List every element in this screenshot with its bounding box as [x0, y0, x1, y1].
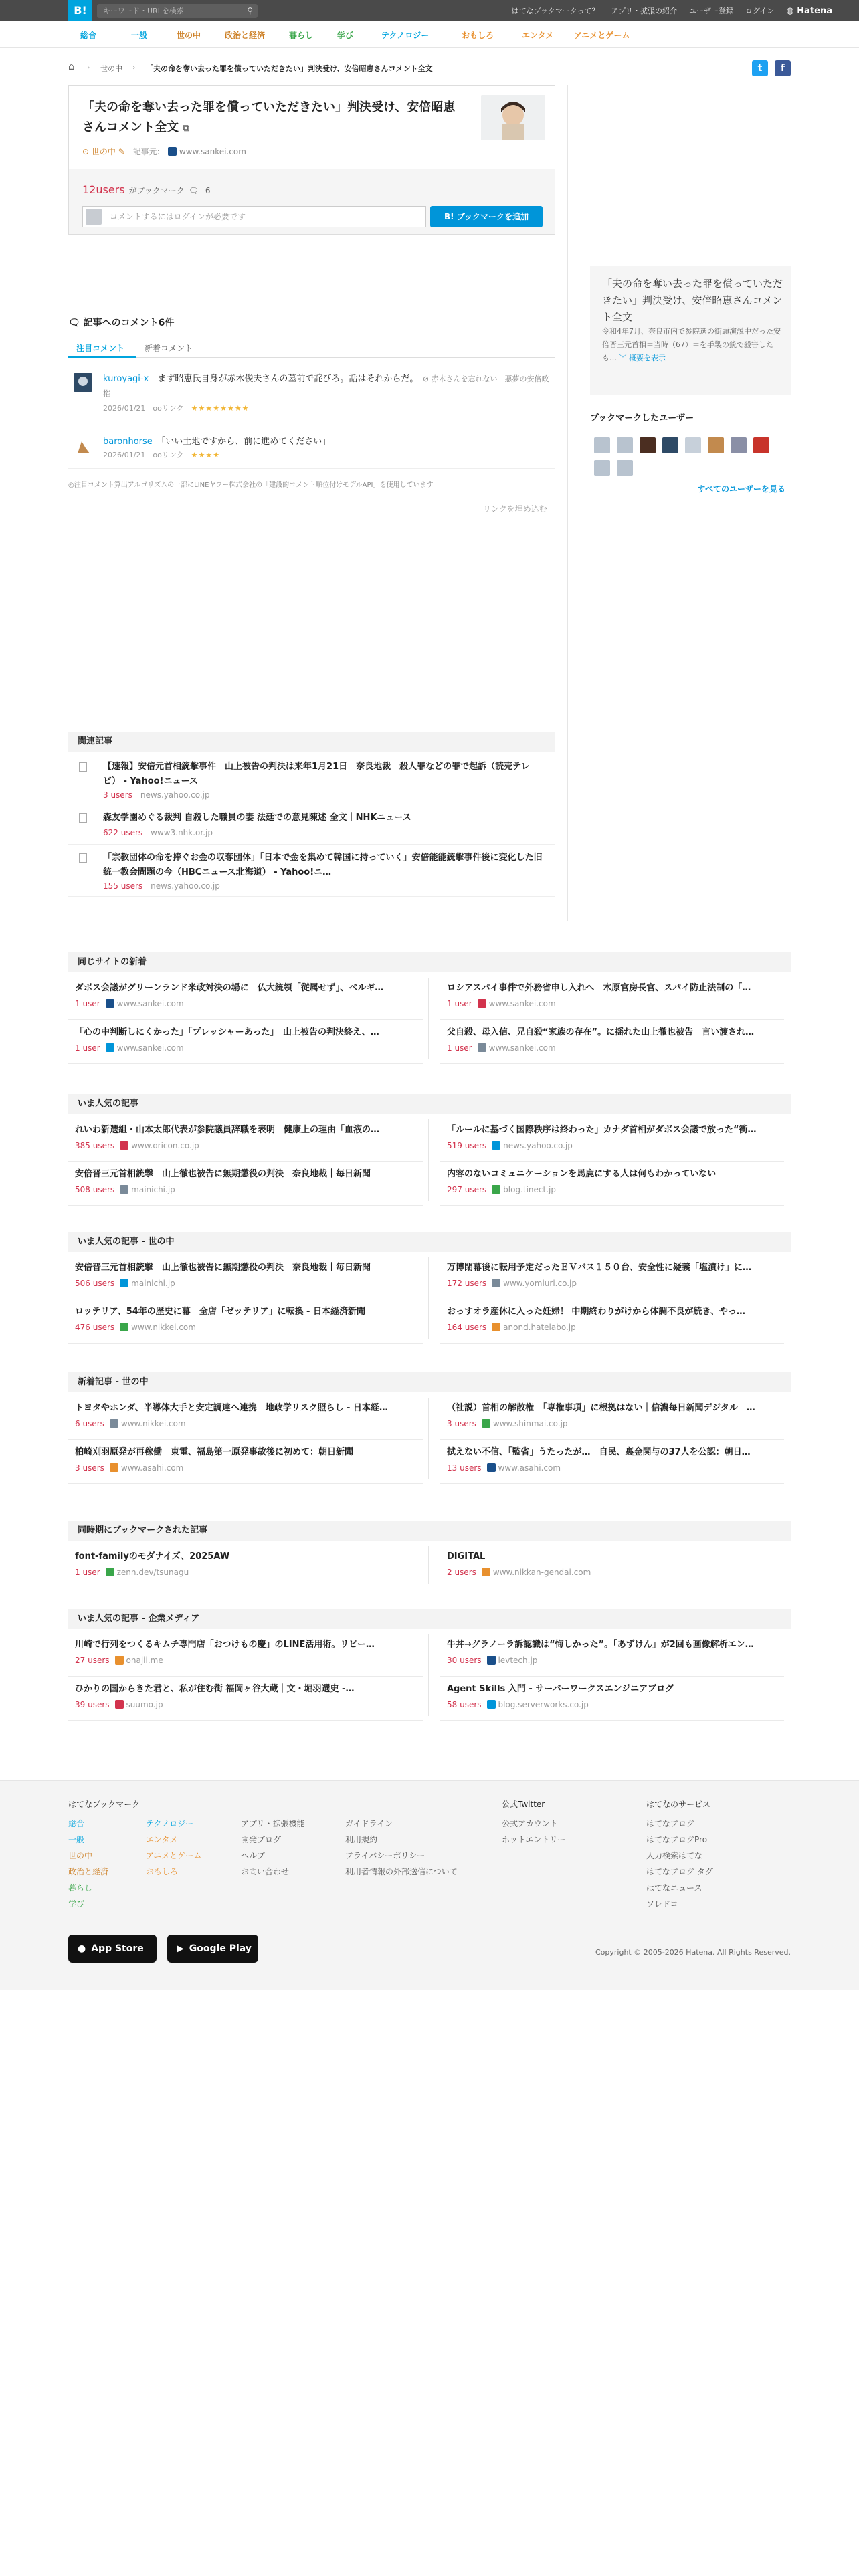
category-fun[interactable]: おもしろ: [462, 31, 494, 40]
site-favicon-icon: [492, 1185, 500, 1194]
related-item: [68, 811, 555, 844]
footer-link[interactable]: 世の中: [68, 1851, 93, 1860]
article-domain[interactable]: anond.hatelabo.jp: [503, 1323, 576, 1332]
divider: [440, 1720, 784, 1721]
hatena-icon: ◍: [786, 5, 797, 16]
site-favicon-icon: [120, 1279, 128, 1287]
related-users[interactable]: 622 users: [103, 828, 143, 837]
article-domain[interactable]: www.shinmai.co.jp: [492, 1419, 568, 1428]
footer-link[interactable]: アプリ・拡張機能: [241, 1819, 305, 1828]
search-icon[interactable]: ⚲: [247, 6, 253, 15]
article-item: [447, 1550, 808, 1577]
article-title[interactable]: ロッテリア、54年の歴史に幕 全店「ゼッテリア」に転換 - 日本経済新聞: [75, 1307, 365, 1317]
avatar[interactable]: [74, 436, 92, 455]
article-domain[interactable]: mainichi.jp: [131, 1279, 175, 1288]
footer-link[interactable]: 総合: [68, 1819, 85, 1828]
article-title[interactable]: ロシアスパイ事件で外務省申し入れへ 木原官房長官、スパイ防止法制の「…: [447, 983, 751, 993]
article-users[interactable]: 1 user: [75, 1043, 100, 1053]
article-title[interactable]: 父自殺、母入信、兄自殺“家族の存在”。に揺れた山上徹也被告 言い渡され…: [447, 1027, 755, 1037]
article-title[interactable]: 牛丼→グラノーラ訴認識は“悔しかった”。「あずけん」が2回も画像解析エン…: [447, 1640, 754, 1650]
login-link[interactable]: ログイン: [745, 7, 775, 15]
article-domain[interactable]: www.nikkan-gendai.com: [492, 1568, 591, 1577]
category-it[interactable]: テクノロジー: [381, 31, 430, 40]
footer-col4: [345, 1816, 458, 1880]
document-icon: [79, 762, 87, 772]
article-domain[interactable]: www.oricon.co.jp: [131, 1141, 199, 1150]
footer-link[interactable]: ガイドライン: [345, 1819, 393, 1828]
article-item: [447, 1305, 808, 1332]
site-favicon-icon: [487, 1463, 496, 1472]
article-title[interactable]: ひかりの国からきた君と、私が住む街 福岡ヶ谷大蔵｜文・堀羽選史 -…: [75, 1684, 355, 1694]
article-domain[interactable]: zenn.dev/tsunagu: [116, 1568, 189, 1577]
article-users[interactable]: 2 users: [447, 1568, 476, 1577]
category-general[interactable]: 一般: [131, 31, 148, 40]
apple-icon: ●: [78, 1943, 86, 1954]
breadcrumb-title: 「夫の命を奪い去った罪を償っていただきたい」判決受け、安倍昭恵さんコメント全文: [146, 64, 433, 73]
related-domain[interactable]: www3.nhk.or.jp: [151, 828, 213, 837]
article-title[interactable]: 柏崎刈羽原発が再稼働 東電、福島第一原発事故後に初めて：朝日新聞: [75, 1447, 354, 1457]
category-life[interactable]: 暮らし: [289, 31, 314, 40]
app-store-button[interactable]: ● App Store: [68, 1935, 157, 1963]
footer-link[interactable]: はてなブログ タグ: [646, 1867, 713, 1876]
comment-user[interactable]: baronhorse: [103, 437, 153, 447]
site-favicon-icon: [120, 1323, 128, 1331]
footer-link[interactable]: 利用者情報の外部送信について: [345, 1867, 458, 1876]
footer-twitter-links: [502, 1816, 566, 1848]
category-entertainment[interactable]: エンタメ: [522, 31, 554, 40]
avatar[interactable]: [594, 437, 610, 453]
footer: [0, 1780, 859, 1990]
site-favicon-icon: [492, 1279, 500, 1287]
article-item: [75, 1123, 436, 1150]
hatena-logo[interactable]: ◍ Hatena: [786, 5, 832, 16]
category-nav: [0, 21, 859, 48]
footer-services: [646, 1816, 713, 1912]
article-users[interactable]: 58 users: [447, 1700, 482, 1709]
footer-link[interactable]: はてなブログPro: [646, 1835, 708, 1844]
tab-new-comments[interactable]: 新着コメント: [145, 344, 193, 353]
related-users[interactable]: 3 users: [103, 790, 132, 800]
article-title[interactable]: Agent Skills 入門 - サーバーワークスエンジニアブログ: [447, 1684, 674, 1694]
edit-icon[interactable]: ✎: [118, 147, 125, 156]
article-users[interactable]: 519 users: [447, 1141, 487, 1150]
category-social[interactable]: 世の中: [177, 31, 201, 40]
section-header: いま人気の記事: [68, 1094, 791, 1114]
divider: [68, 1161, 423, 1162]
site-favicon-icon: [482, 1419, 490, 1428]
article-item: [75, 1638, 436, 1665]
article-users[interactable]: 13 users: [447, 1463, 482, 1473]
article-domain[interactable]: www.sankei.com: [488, 1043, 556, 1053]
entry-source[interactable]: www.sankei.com: [168, 147, 246, 156]
footer-link[interactable]: お問い合わせ: [241, 1867, 290, 1876]
comment-icon: 🗨: [188, 186, 201, 195]
footer-services-header: はてなのサービス: [646, 1800, 711, 1809]
footer-link[interactable]: ソレドコ: [646, 1899, 678, 1909]
article-title[interactable]: れいわ新選組・山本太郎代表が参院議員辞職を表明 健康上の理由「血液の…: [75, 1125, 380, 1135]
article-item: [447, 1638, 808, 1665]
all-users-link[interactable]: すべてのユーザーを見る: [697, 484, 785, 494]
algorithm-note: ◎注目コメント算出アルゴリズムの一部にLINEヤフー株式会社の「建設的コメント順位付けモデルAPI」を使用しています: [68, 481, 434, 489]
column-divider: [567, 85, 568, 921]
footer-link[interactable]: テクノロジー: [146, 1819, 194, 1828]
site-favicon-icon: [115, 1700, 124, 1709]
article-item: [75, 1261, 436, 1288]
section-header: 同時期にブックマークされた記事: [68, 1521, 791, 1541]
avatar[interactable]: [617, 460, 633, 476]
article-item: [447, 1402, 808, 1428]
comment-tags[interactable]: ⊘ 赤木さんを忘れない 悪夢の安倍政権: [103, 374, 549, 398]
comment-meta: 2026/01/21 ooリンク ★★★★: [103, 451, 221, 459]
article-item: [447, 982, 808, 1008]
related-item: [68, 760, 555, 804]
article-domain[interactable]: mainichi.jp: [131, 1185, 175, 1194]
article-users[interactable]: 27 users: [75, 1656, 110, 1665]
entry-category[interactable]: ⊙ 世の中 ✎: [82, 147, 125, 156]
related-header: 関連記事: [68, 732, 555, 752]
article-title[interactable]: 川崎で行列をつくるキムチ専門店「おつけもの慶」のLINE活用術。リピー…: [75, 1640, 375, 1650]
divider: [68, 1676, 423, 1677]
copyright: Copyright © 2005-2026 Hatena. All Rights Reserved.: [595, 1948, 791, 1957]
related-item: [68, 851, 555, 895]
article-item: [75, 1168, 436, 1194]
article-users[interactable]: 1 user: [75, 1568, 100, 1577]
footer-link[interactable]: はてなニュース: [646, 1883, 702, 1893]
divider: [440, 1676, 784, 1677]
section-header: いま人気の記事 - 企業メディア: [68, 1609, 791, 1629]
site-favicon-icon: [115, 1656, 124, 1665]
site-favicon-icon: [492, 1323, 500, 1331]
article-domain[interactable]: www.sankei.com: [116, 999, 184, 1008]
site-favicon-icon: [120, 1141, 128, 1150]
divider: [68, 1483, 423, 1484]
comment-input[interactable]: コメントするにはログインが必要です: [82, 206, 426, 227]
avatar[interactable]: [594, 460, 610, 476]
divider: [440, 1483, 784, 1484]
divider: [440, 1161, 784, 1162]
section-header: いま人気の記事 - 世の中: [68, 1232, 791, 1252]
chevron-right-icon: ›: [87, 63, 90, 72]
site-favicon-icon: [487, 1656, 496, 1665]
article-users[interactable]: 1 user: [75, 999, 100, 1008]
site-favicon-icon: [106, 1043, 114, 1052]
section-header: 同じサイトの新着: [68, 952, 791, 972]
tab-popular-comments[interactable]: 注目コメント: [76, 344, 125, 353]
avatar[interactable]: [685, 437, 701, 453]
category-knowledge[interactable]: 学び: [337, 31, 354, 40]
article-item: [75, 1683, 436, 1709]
article-domain[interactable]: www.asahi.com: [498, 1463, 561, 1473]
comment-user[interactable]: kuroyagi-x: [103, 374, 149, 384]
star-icon[interactable]: ★★★★★★★★: [191, 404, 250, 413]
divider: [68, 357, 555, 358]
embed-link-button[interactable]: リンクを埋め込む: [483, 504, 547, 514]
divider: [68, 1439, 423, 1440]
sidebar-description: 令和4年7月、奈良市内で参院選の街頭演説中だった安倍晋三元首相＝当時（67）＝を手製の銃で殺害した も… ﹀ 概要を表示: [602, 327, 781, 362]
article-title[interactable]: 万博閉幕後に転用予定だったＥＶバス１５０台、安全性に疑義「塩漬け」に…: [447, 1263, 752, 1273]
footer-link[interactable]: 暮らし: [68, 1883, 93, 1893]
comment-item: [68, 432, 555, 479]
article-domain[interactable]: onajii.me: [126, 1656, 163, 1665]
article-users[interactable]: 297 users: [447, 1185, 487, 1194]
external-link-icon[interactable]: ⧉: [183, 123, 190, 134]
footer-link[interactable]: アニメとゲーム: [146, 1851, 202, 1860]
entry-title[interactable]: 「夫の命を奪い去った罪を償っていただきたい」判決受け、安倍昭恵さんコメント全文 ⧉: [82, 100, 456, 134]
comments-header: 🗨 記事へのコメント6件: [68, 318, 175, 328]
site-favicon-icon: [487, 1700, 496, 1709]
apps-link[interactable]: アプリ・拡張の紹介: [611, 7, 677, 15]
article-title[interactable]: おっすオラ産休に入った妊婦！ 中期終わりがけから体調不良が続き、やっ…: [447, 1307, 745, 1317]
avatar[interactable]: [731, 437, 747, 453]
article-domain[interactable]: www.sankei.com: [116, 1043, 184, 1053]
register-link[interactable]: ユーザー登録: [688, 7, 733, 15]
bookmark-users-header: ブックマークしたユーザー: [590, 413, 694, 423]
comment-meta: 2026/01/21 ooリンク ★★★★★★★★: [103, 404, 250, 413]
sidebar-title[interactable]: 「夫の命を奪い去った罪を償っていただきたい」判決受け、安倍昭恵さんコメント全文: [602, 278, 783, 323]
divider: [68, 1343, 423, 1344]
divider: [440, 1439, 784, 1440]
related-domain[interactable]: news.yahoo.co.jp: [151, 881, 220, 891]
article-title[interactable]: 安倍晋三元首相銃撃 山上徹也被告に無期懲役の判決 奈良地裁｜毎日新聞: [75, 1263, 371, 1273]
footer-link[interactable]: ヘルプ: [241, 1851, 266, 1860]
footer-link[interactable]: はてなブログ: [646, 1819, 695, 1828]
site-favicon-icon: [110, 1463, 118, 1472]
divider: [68, 1205, 423, 1206]
article-domain[interactable]: news.yahoo.co.jp: [503, 1141, 573, 1150]
article-title[interactable]: font-familyのモダナイズ、2025AW: [75, 1551, 230, 1562]
entry-thumbnail[interactable]: [481, 95, 545, 140]
article-item: [75, 1402, 436, 1428]
article-users[interactable]: 6 users: [75, 1419, 104, 1428]
footer-link[interactable]: 人力検索はてな: [646, 1851, 703, 1860]
footer-twitter-header: 公式Twitter: [502, 1800, 545, 1809]
article-users[interactable]: 506 users: [75, 1279, 115, 1288]
article-domain[interactable]: www.yomiuri.co.jp: [503, 1279, 577, 1288]
avatar[interactable]: [617, 437, 633, 453]
divider: [68, 844, 555, 845]
article-title[interactable]: 拭えない不信、「監省」うたったが… 自民、裏金関与の37人を公認：朝日…: [447, 1447, 751, 1457]
divider: [440, 1343, 784, 1344]
article-users[interactable]: 30 users: [447, 1656, 482, 1665]
active-tab-indicator: [68, 356, 136, 358]
category-economics[interactable]: 政治と経済: [225, 31, 266, 40]
bookmark-section: [69, 169, 555, 234]
chevron-right-icon: ›: [132, 63, 136, 72]
site-favicon-icon: [492, 1141, 500, 1150]
avatar[interactable]: [74, 373, 92, 392]
add-bookmark-button[interactable]: B! ブックマークを追加: [430, 206, 543, 227]
site-favicon-icon: [482, 1568, 490, 1576]
document-icon: [79, 853, 87, 863]
entry-box: [68, 85, 555, 235]
article-title[interactable]: トヨタやホンダ、半導体大手と安定調達へ連携 地政学リスク照らし - 日本経…: [75, 1403, 388, 1413]
footer-link[interactable]: 公式アカウント: [502, 1819, 558, 1828]
show-summary-link[interactable]: ﹀ 概要を表示: [619, 354, 666, 362]
document-icon: [79, 813, 87, 823]
sankei-favicon: [168, 147, 177, 156]
footer-link[interactable]: 開発ブログ: [241, 1835, 282, 1844]
search-placeholder: キーワード・URLを検索: [103, 7, 184, 15]
article-title[interactable]: 「ルールに基づく国際秩序は終わった」カナダ首相がダボス会議で放った“衝…: [447, 1125, 757, 1135]
footer-link[interactable]: ホットエントリー: [502, 1835, 566, 1844]
category-all[interactable]: 総合: [80, 31, 97, 40]
article-users[interactable]: 3 users: [447, 1419, 476, 1428]
footer-link[interactable]: 政治と経済: [68, 1867, 109, 1876]
divider: [68, 1063, 423, 1064]
article-users[interactable]: 164 users: [447, 1323, 487, 1332]
site-favicon-icon: [106, 1568, 114, 1576]
site-favicon-icon: [106, 999, 114, 1008]
about-link[interactable]: はてなブックマークって？: [511, 7, 599, 15]
hatena-bookmark-logo[interactable]: B!: [68, 0, 92, 21]
avatar: [86, 209, 102, 225]
site-favicon-icon: [478, 999, 486, 1008]
divider: [68, 1019, 423, 1020]
search-input[interactable]: [97, 4, 258, 18]
article-item: [447, 1446, 808, 1473]
article-title[interactable]: 「心の中判断しにくかった」「プレッシャーあった」 山上被告の判決終え、…: [75, 1027, 379, 1037]
footer-link[interactable]: 利用規約: [345, 1835, 378, 1844]
home-icon[interactable]: ⌂: [68, 60, 75, 72]
source-label: 記事元:: [132, 147, 160, 156]
site-favicon-icon: [478, 1043, 486, 1052]
avatar[interactable]: [753, 437, 769, 453]
comment-text: まず昭恵氏自身が赤木俊夫さんの墓前で詫びろ。話はそれからだ。: [157, 374, 414, 384]
article-item: [447, 1168, 808, 1194]
related-title[interactable]: 【速報】安倍元首相銃撃事件 山上被告の判決は来年1月21日 奈良地裁 殺人罪などの罪で起訴（読売テレビ） - Yahoo!ニュース: [103, 762, 530, 786]
play-icon: ▶: [177, 1943, 184, 1954]
breadcrumb: [68, 60, 791, 75]
article-users[interactable]: 172 users: [447, 1279, 487, 1288]
article-domain[interactable]: levtech.jp: [498, 1656, 538, 1665]
comment-text: 「いい土地ですから、前に進めてください」: [161, 437, 331, 447]
footer-link[interactable]: プライバシーポリシー: [345, 1851, 425, 1860]
footer-link[interactable]: 一般: [68, 1835, 85, 1844]
avatar[interactable]: [640, 437, 656, 453]
article-domain[interactable]: www.sankei.com: [488, 999, 556, 1008]
divider: [440, 1205, 784, 1206]
article-users[interactable]: 385 users: [75, 1141, 115, 1150]
article-users[interactable]: 3 users: [75, 1463, 104, 1473]
footer-col3: [241, 1816, 305, 1880]
article-users[interactable]: 508 users: [75, 1185, 115, 1194]
footer-link[interactable]: おもしろ: [146, 1867, 179, 1876]
footer-link[interactable]: エンタメ: [146, 1835, 178, 1844]
article-domain[interactable]: blog.serverworks.co.jp: [498, 1700, 589, 1709]
article-domain[interactable]: www.asahi.com: [120, 1463, 184, 1473]
divider: [440, 1019, 784, 1020]
divider: [68, 1720, 423, 1721]
tag-icon: ⊙: [82, 147, 92, 156]
article-users[interactable]: 1 user: [447, 1043, 472, 1053]
breadcrumb-category[interactable]: 世の中: [100, 64, 122, 73]
article-users[interactable]: 39 users: [75, 1700, 110, 1709]
star-icon[interactable]: ★★★★: [191, 451, 221, 459]
divider: [440, 1063, 784, 1064]
related-domain[interactable]: news.yahoo.co.jp: [140, 790, 210, 800]
article-domain[interactable]: suumo.jp: [126, 1700, 163, 1709]
article-users[interactable]: 1 user: [447, 999, 472, 1008]
article-item: [75, 1305, 436, 1332]
comment-icon: 🗨: [68, 318, 84, 328]
tag-icon: ⊘: [422, 374, 432, 383]
category-game[interactable]: アニメとゲーム: [574, 31, 630, 40]
article-title[interactable]: 安倍晋三元首相銃撃 山上徹也被告に無期懲役の判決 奈良地裁｜毎日新聞: [75, 1169, 371, 1179]
avatar[interactable]: [708, 437, 724, 453]
divider: [68, 896, 555, 897]
article-title[interactable]: 内容のないコミュニケーションを馬鹿にする人は何もわかっていない: [447, 1169, 717, 1179]
article-domain[interactable]: blog.tinect.jp: [503, 1185, 556, 1194]
article-domain[interactable]: www.nikkei.com: [120, 1419, 186, 1428]
article-title[interactable]: （社説）首相の解散権 「専権事項」に根拠はない｜信濃每日新聞デジタル …: [447, 1403, 755, 1413]
avatar[interactable]: [662, 437, 678, 453]
related-users[interactable]: 155 users: [103, 881, 143, 891]
article-item: [447, 1683, 808, 1709]
comment-item: [68, 369, 555, 416]
article-title[interactable]: DIGITAL: [447, 1551, 486, 1562]
article-title[interactable]: ダボス会議がグリーンランド米政対決の場に 仏大統領「従属せず」、ベルギ…: [75, 983, 384, 993]
article-item: [447, 1026, 808, 1053]
divider: [68, 468, 555, 469]
article-domain[interactable]: www.nikkei.com: [131, 1323, 196, 1332]
article-item: [75, 1026, 436, 1053]
footer-bookmark-header: はてなブックマーク: [68, 1800, 140, 1809]
footer-link[interactable]: 学び: [68, 1899, 85, 1909]
article-item: [75, 982, 436, 1008]
article-item: [447, 1261, 808, 1288]
footer-categories-col1: [68, 1816, 108, 1912]
footer-categories-col2: [146, 1816, 201, 1880]
article-item: [447, 1123, 808, 1150]
article-item: [75, 1550, 436, 1577]
article-item: [75, 1446, 436, 1473]
related-title[interactable]: 森友学園めぐる裁判 自殺した職員の妻 法廷での意見陳述 全文｜NHKニュース: [103, 813, 411, 823]
facebook-share-icon[interactable]: f: [775, 60, 791, 76]
sidebar-summary: [590, 266, 791, 395]
related-title[interactable]: 「宗教団体の命を捧ぐお金の収奪団体」「日本で金を集めて韓国に持っていく」安倍能能銃撃事件後に変化した旧統一教会問題の今（HBCニュース北海道） - Yahoo!ニ…: [103, 853, 543, 877]
bookmark-count[interactable]: 12users がブックマーク 🗨 6: [82, 183, 211, 196]
google-play-button[interactable]: ▶ Google Play: [167, 1935, 258, 1963]
site-favicon-icon: [110, 1419, 118, 1428]
chevron-down-icon: ﹀: [619, 354, 629, 362]
site-favicon-icon: [120, 1185, 128, 1194]
twitter-share-icon[interactable]: t: [752, 60, 768, 76]
top-bar: [0, 0, 859, 21]
section-header: 新着記事 - 世の中: [68, 1372, 791, 1392]
article-users[interactable]: 476 users: [75, 1323, 115, 1332]
